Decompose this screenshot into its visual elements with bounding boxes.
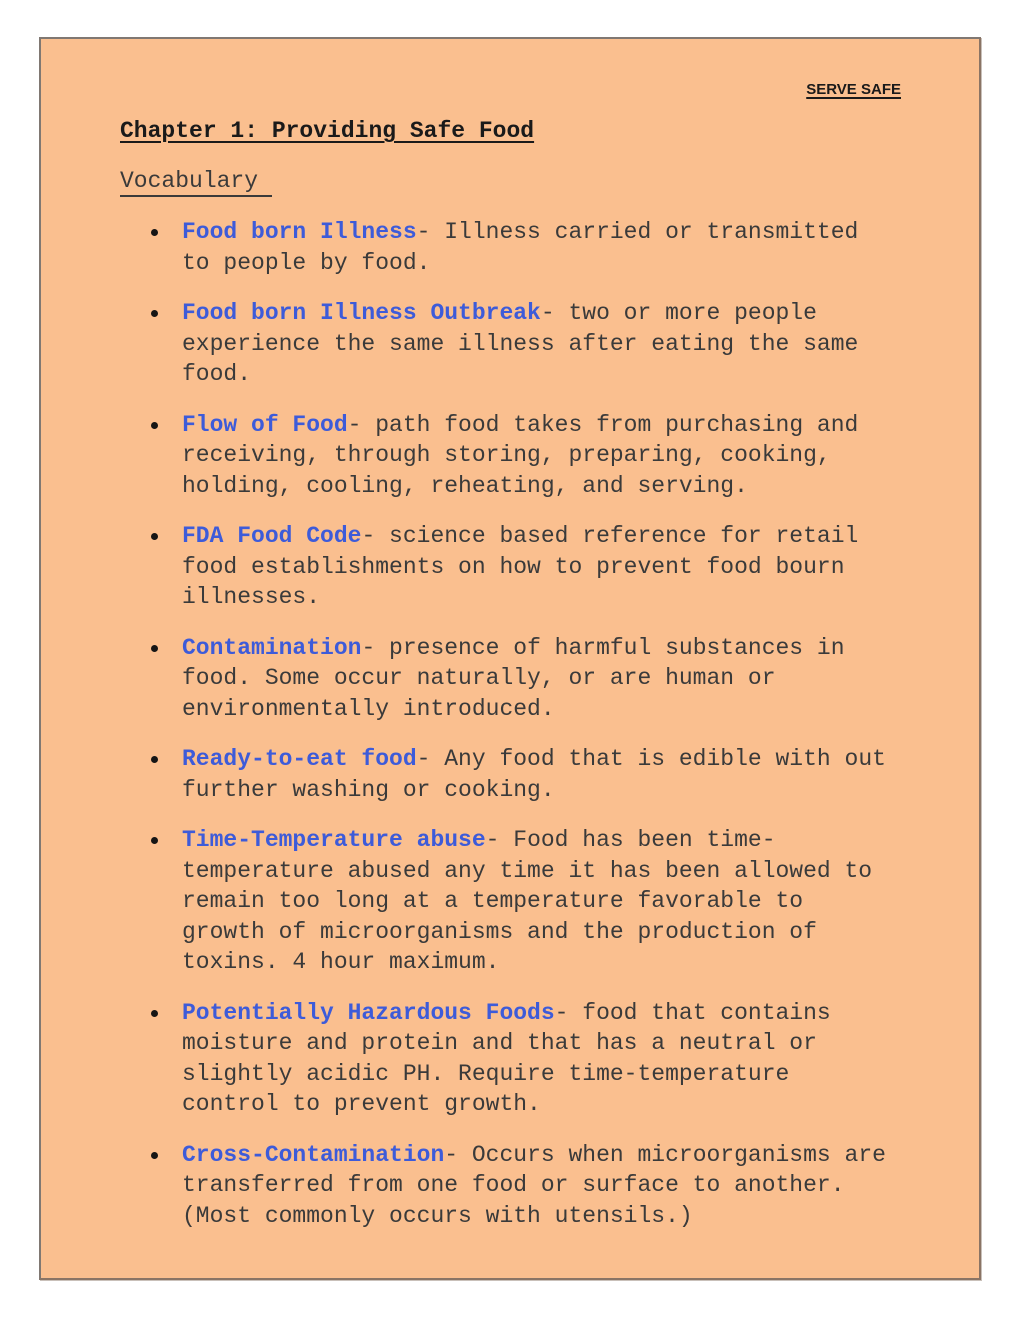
document-page: [39, 37, 981, 1280]
bullet-icon: [151, 837, 158, 844]
vocab-definition: - Illness carried or transmitted to people by food.: [182, 219, 859, 276]
vocab-term: Time-Temperature abuse: [182, 827, 486, 853]
list-item: [120, 298, 892, 390]
vocabulary-heading: [120, 167, 901, 197]
vocab-term: Food born Illness Outbreak: [182, 300, 541, 326]
list-item: [120, 521, 892, 613]
vocab-definition: - food that contains moisture and protein and that has a neutral or slightly acidic PH. Require time-temperature control to prevent growth.: [182, 999, 831, 1117]
vocab-definition: - Food has been time-temperature abused any time it has been allowed to remain too long at a temperature favorable to growth of microorganisms and the production of toxins. 4 hour maximum.: [182, 827, 873, 975]
bullet-icon: [151, 756, 158, 763]
list-item: [120, 1140, 892, 1232]
page-header-serve-safe: SERVE SAFE: [806, 81, 901, 98]
page-title: Chapter 1: Providing Safe Food: [120, 118, 535, 144]
list-item: [120, 410, 892, 502]
list-item: [120, 633, 892, 725]
bullet-icon: [151, 1152, 158, 1159]
vocab-term: FDA Food Code: [182, 523, 362, 549]
vocab-definition: - Any food that is edible with out further washing or cooking.: [182, 746, 886, 803]
vocab-term: Flow of Food: [182, 411, 348, 438]
vocab-term: Food born Illness: [182, 219, 417, 245]
bullet-icon: [151, 422, 158, 429]
bullet-icon: [151, 533, 158, 540]
vocab-definition: - path food takes from purchasing and receiving, through storing, preparing, cooking, holding, cooling, reheating, and serving.: [182, 411, 859, 499]
bullet-icon: [151, 1010, 158, 1017]
vocab-term: Potentially Hazardous Foods: [182, 999, 555, 1026]
list-item: [120, 998, 892, 1120]
vocab-term: Contamination: [182, 634, 362, 661]
bullet-icon: [151, 310, 158, 317]
bullet-icon: [151, 645, 158, 652]
list-item: [120, 744, 892, 805]
vocab-definition: - two or more people experience the same illness after eating the same food.: [182, 300, 859, 387]
bullet-icon: [151, 229, 158, 236]
vocabulary-list: [120, 217, 901, 1231]
list-item: [120, 217, 892, 278]
vocab-term: Ready-to-eat food: [182, 746, 417, 772]
vocab-definition: - presence of harmful substances in food. Some occur naturally, or are human or environmentally introduced.: [182, 634, 845, 722]
vocabulary-heading-label: Vocabulary: [120, 167, 272, 197]
vocab-definition: - Occurs when microorganisms are transferred from one food or surface to another. (Most commonly occurs with utensils.): [182, 1141, 886, 1229]
list-item: [120, 825, 892, 978]
vocab-definition: - science based reference for retail food establishments on how to prevent food bourn illnesses.: [182, 523, 859, 610]
vocab-term: Cross-Contamination: [182, 1141, 445, 1168]
